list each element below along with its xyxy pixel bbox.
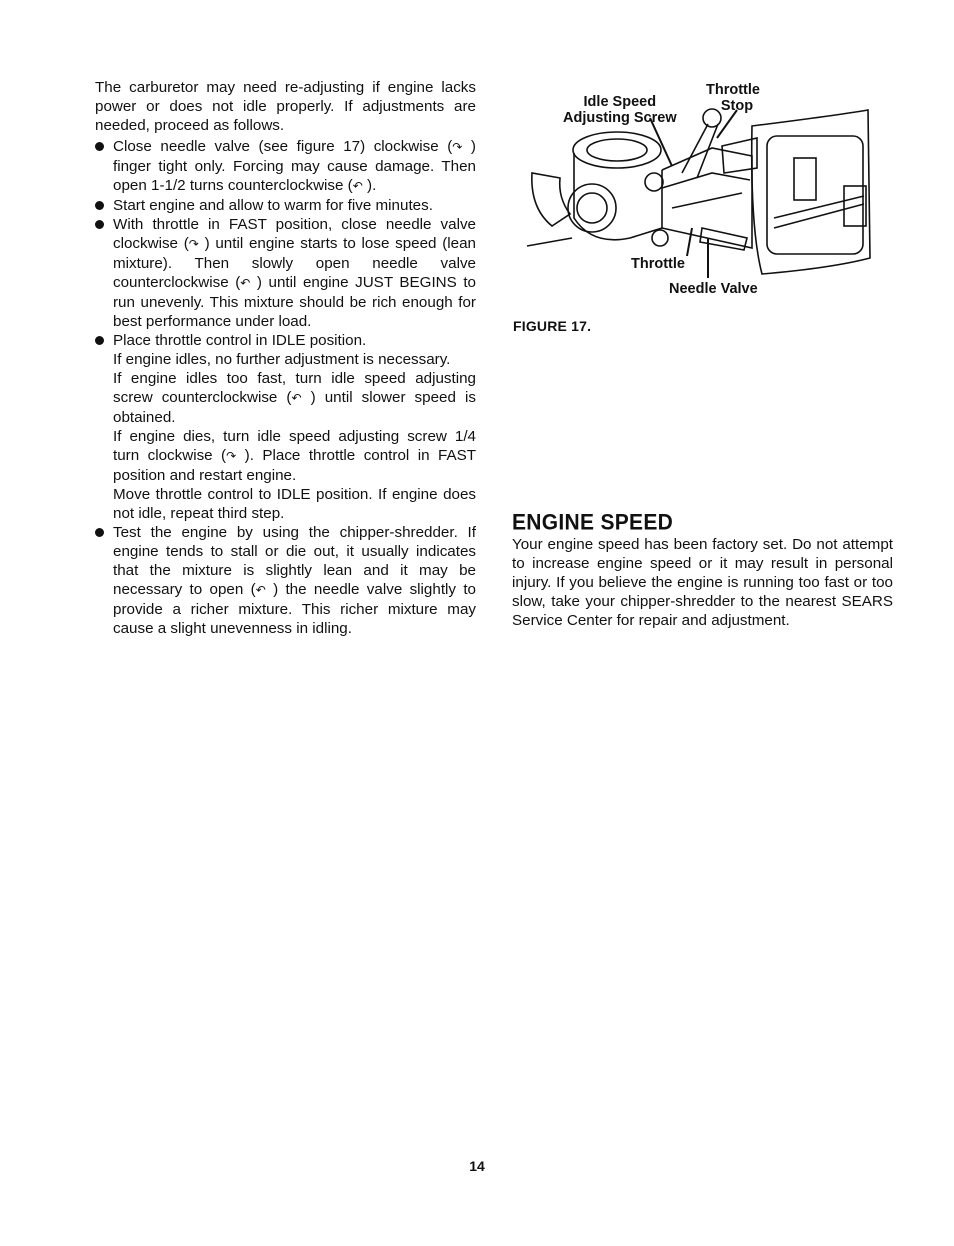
step-close-needle-valve [95, 137, 476, 196]
step-engine-dies [95, 427, 476, 485]
step4-sub2-text-a: If engine idles too fast, turn idle speed adjusting screw counterclockwise ( [113, 370, 476, 406]
page-number: 14 [469, 1158, 485, 1174]
label-idle-speed-line2: Adjusting Screw [563, 110, 677, 126]
counterclockwise-arrow-icon: ↶ [352, 179, 363, 193]
counterclockwise-arrow-icon: ↶ [255, 583, 266, 597]
step3-text-c: ) until engine JUST BEGINS to run unevenly. This mixture should be rich enough for best performance under load. [113, 274, 476, 330]
counterclockwise-arrow-icon: ↶ [240, 276, 251, 290]
step4-sub3-text-a: If engine dies, turn idle speed adjusting screw 1/4 turn clockwise ( [113, 428, 476, 464]
label-idle-speed-line1: Idle Speed [583, 94, 657, 110]
engine-speed-paragraph: Your engine speed has been factory set. Do not attempt to increase engine speed or it may result in personal injury. If you believe the engine is running too fast or too slow, take your chipper-shredder to the nearest SEARS Service Center for repair and adjustment. [512, 536, 893, 629]
step-test-engine [95, 523, 476, 638]
step-throttle-fast [95, 215, 476, 331]
label-throttle-stop-line1: Throttle [706, 82, 760, 98]
step-throttle-idle: Place throttle control in IDLE position. [95, 331, 476, 350]
clockwise-arrow-icon: ↷ [452, 140, 463, 154]
intro-paragraph: The carburetor may need re-adjusting if engine lacks power or does not idle properly. If adjustments are needed, proceed as follows. [95, 79, 476, 134]
step3-text-b: ) until engine starts to lose speed (lean mixture). Then slowly open needle valve counterclockwise ( [113, 235, 476, 291]
step1-text-c: ). [367, 177, 377, 194]
step1-text-a: Close needle valve (see figure 17) clockwise ( [113, 138, 453, 155]
label-throttle-stop [706, 82, 760, 114]
label-throttle: Throttle [631, 256, 685, 272]
figure-caption: FIGURE 17. [513, 318, 592, 334]
step5-text-a: Test the engine by using the chipper-shredder. If engine tends to stall or die out, it usually indicates that the mixture is slightly lean and it may be necessary to open ( [113, 524, 476, 598]
step1-text-b: ) finger tight only. Forcing may cause damage. Then open 1-1/2 turns counterclockwise ( [113, 138, 476, 194]
step5-text-b: ) the needle valve slightly to provide a richer mixture. This richer mixture may cause a slight unevenness in idling. [113, 581, 476, 637]
step4-sub3-text-b: ). Place throttle control in FAST position and restart engine. [113, 447, 476, 484]
label-throttle-stop-line2: Stop [720, 98, 754, 114]
step3-text-a: With throttle in FAST position, close needle valve clockwise ( [113, 216, 476, 252]
carburetor-instructions [95, 78, 476, 638]
label-needle-valve: Needle Valve [669, 281, 758, 297]
step-warm-engine: Start engine and allow to warm for five minutes. [95, 196, 476, 215]
step-idle-too-fast [95, 369, 476, 427]
step4-sub2-text-b: ) until slower speed is obtained. [113, 389, 476, 426]
clockwise-arrow-icon: ↷ [188, 237, 199, 251]
step-idle-ok: If engine idles, no further adjustment is necessary. [113, 351, 451, 368]
figure-17 [512, 78, 874, 308]
clockwise-arrow-icon: ↷ [226, 449, 237, 463]
step-repeat-third: Move throttle control to IDLE position. If engine does not idle, repeat third step. [113, 486, 476, 522]
label-idle-speed-screw [563, 94, 677, 126]
counterclockwise-arrow-icon: ↶ [291, 391, 302, 405]
engine-speed-heading: ENGINE SPEED [512, 510, 674, 535]
